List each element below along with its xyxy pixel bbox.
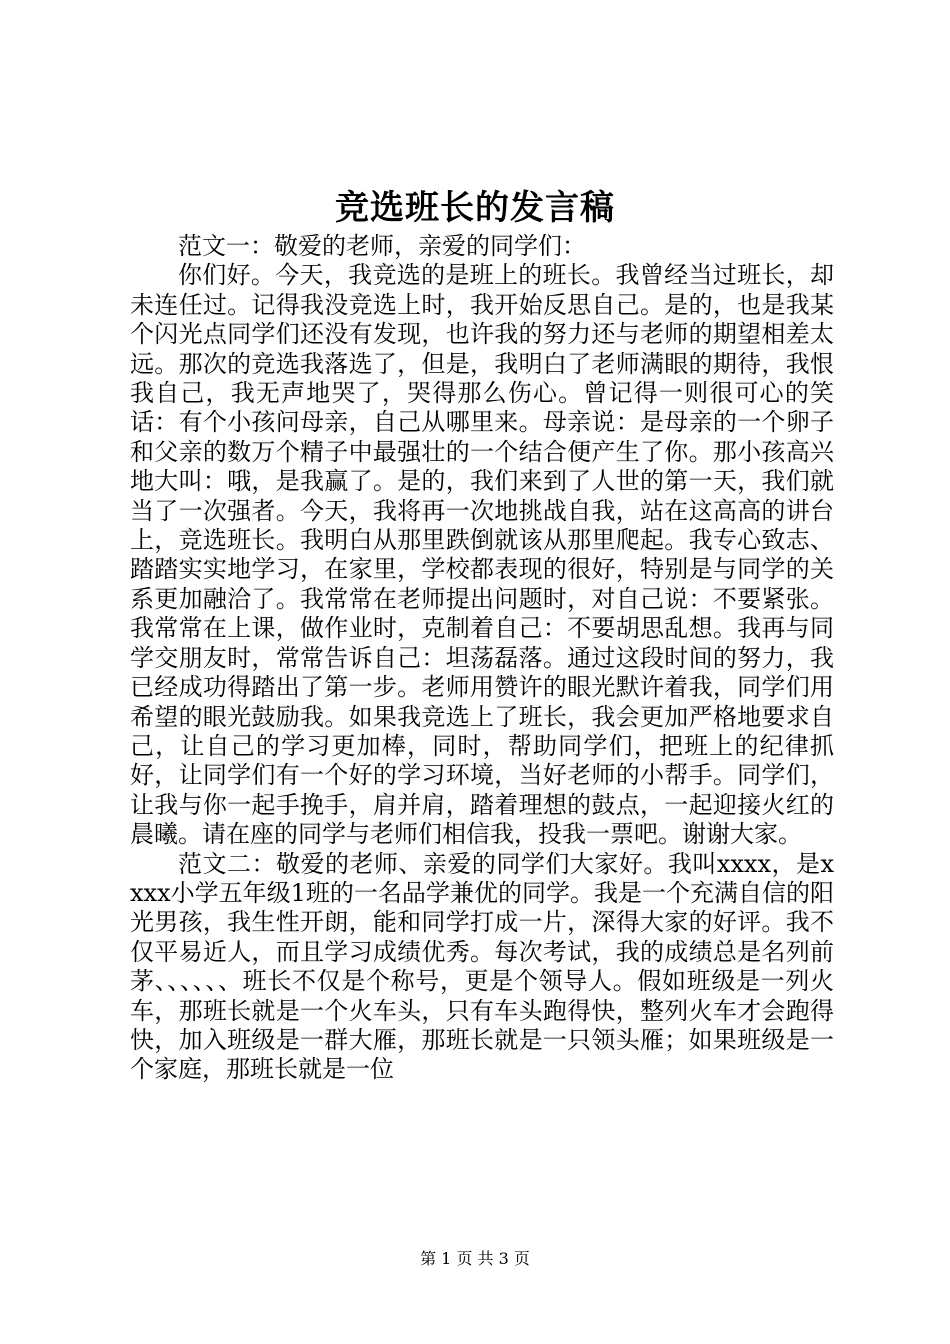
page-number-footer: 第 1 页 共 3 页 <box>420 1249 530 1268</box>
paragraph-intro-one: 范文一：敬爱的老师，亲爱的同学们： <box>178 232 586 260</box>
document-title: 竞选班长的发言稿 <box>335 188 615 228</box>
paragraph-speech-one: 你们好。今天，我竞选的是班上的班长。我曾经当过班长，却未连任过。记得我没竞选上时，我开始反思自己。是的，也是我某个闪光点同学们还没有发现，也许我的努力还与老师的期望相差太远。那次的竞选我落选了，但是，我明白了老师满眼的期待，我恨我自己，我无声地哭了，哭得那么伤心。曾记得一则很可心的笑话：有个小孩问母亲，自己从哪里来。母亲说：是母亲的一个卵子和父亲的数万个精子中最强壮的一个结合便产生了你。那小孩高兴地大叫：哦，是我赢了。是的，我们来到了人世的第一天，我们就当了一次强者。今天，我将再一次地挑战自我，站在这高高的讲台上，竞选班长。我明白从那里跌倒就该从那里爬起。我专心致志、踏踏实实地学习，在家里，学校都表现的很好，特别是与同学的关系更加融洽了。我常常在老师提出问题时，对自己说：不要紧张。我常常在上课，做作业时，克制着自己：不要胡思乱想。我再与同学交朋友时，常常告诉自己：坦荡磊落。通过这段时间的努力，我已经成功得踏出了第一步。老师用赞许的眼光默许着我，同学们用希望的眼光鼓励我。如果我竞选上了班长，我会更加严格地要求自己，让自己的学习更加棒，同时，帮助同学们，把班上的纪律抓好，让同学们有一个好的学习环境，当好老师的小帮手。同学们，让我与你一起手挽手，肩并肩，踏着理想的鼓点，一起迎接火红的晨曦。请在座的同学与老师们相信我，投我一票吧。谢谢大家。 <box>130 261 834 849</box>
document-body <box>130 232 834 1085</box>
paragraph-speech-two: 范文二：敬爱的老师、亲爱的同学们大家好。我叫xxxx，是xxxx小学五年级1班的一名品学兼优的同学。我是一个充满自信的阳光男孩，我生性开朗，能和同学打成一片，深得大家的好评。我不仅平易近人，而且学习成绩优秀。每次考试，我的成绩总是名列前茅、、、、、、班长不仅是个称号，更是个领导人。假如班级是一列火车，那班长就是一个火车头，只有车头跑得快，整列火车才会跑得快，加入班级是一群大雁，那班长就是一只领头雁；如果班级是一个家庭，那班长就是一位 <box>130 849 834 1084</box>
